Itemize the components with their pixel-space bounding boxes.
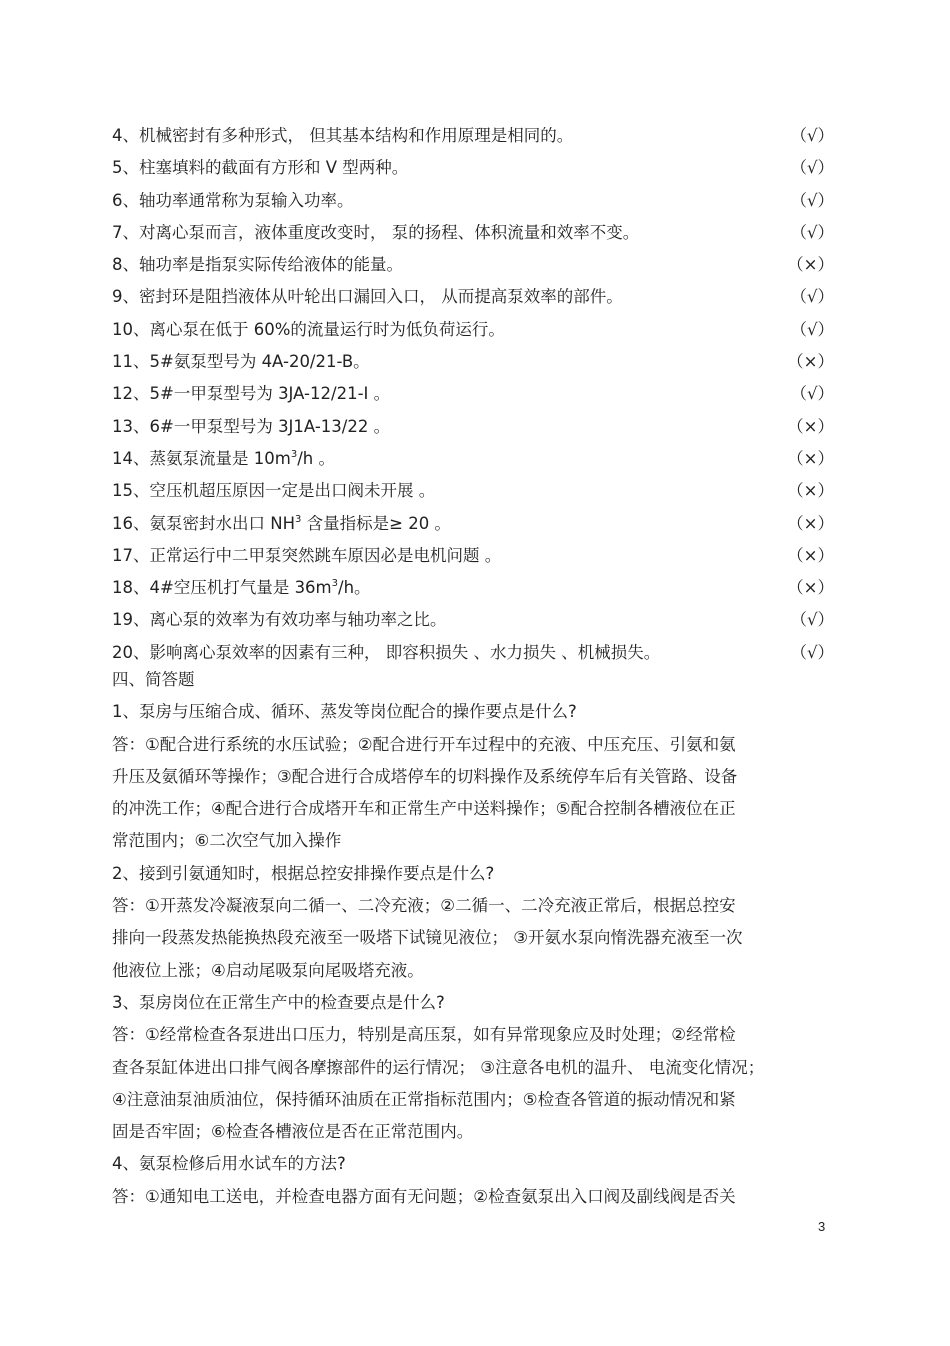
tf-item: [112, 249, 838, 281]
tf-item: [112, 120, 838, 152]
tf-item: [112, 346, 838, 378]
tf-answer-mark: （√）: [790, 319, 834, 339]
tf-statement: 6、轴功率通常称为泵输入功率。: [112, 190, 354, 210]
answer-line: 答：①通知电工送电，并检查电器方面有无问题；②检查氨泵出入口阀及副线阀是否关: [112, 1186, 736, 1206]
tf-statement: 19、离心泵的效率为有效功率与轴功率之比。: [112, 610, 447, 630]
tf-statement: [112, 572, 371, 604]
tf-item: [112, 604, 838, 636]
tf-answer-mark: （×）: [787, 545, 834, 565]
question-text: 4、氨泵检修后用水试车的方法?: [112, 1154, 346, 1174]
answer-line: 他液位上涨；④启动尾吸泵向尾吸塔充液。: [112, 960, 424, 980]
tf-item: [112, 411, 838, 443]
tf-statement: 10、离心泵在低于 60%的流量运行时为低负荷运行。: [112, 319, 505, 339]
tf-answer-mark: （×）: [787, 481, 834, 501]
tf-answer-mark: （√）: [790, 642, 834, 662]
answer-line: 排向一段蒸发热能换热段充液至一吸塔下试镜见液位； ③开氨水泵向惰洗器充液至一次: [112, 928, 743, 948]
tf-item: [112, 378, 838, 410]
tf-item: [112, 540, 838, 572]
tf-item: [112, 508, 838, 540]
tf-statement: 20、影响离心泵效率的因素有三种， 即容积损失 、水力损失 、机械损失。: [112, 642, 661, 662]
tf-item: [112, 314, 838, 346]
tf-answer-mark: （×）: [787, 513, 834, 533]
tf-item: [112, 475, 838, 507]
tf-item: [112, 572, 838, 604]
answer-line: 答：①配合进行系统的水压试验；②配合进行开车过程中的充液、中压充压、引氨和氨: [112, 734, 736, 754]
tf-answer-mark: （√）: [790, 610, 834, 630]
superscript: 3: [295, 513, 302, 525]
tf-statement: 13、6#一甲泵型号为 3J1A-13/22 。: [112, 416, 391, 436]
answer-line: 固是否牢固；⑥检查各槽液位是否在正常范围内。: [112, 1122, 474, 1142]
tf-answer-mark: （×）: [787, 352, 834, 372]
answer-line: 答：①开蒸发冷凝液泵向二循一、二冷充液；②二循一、二冷充液正常后，根据总控安: [112, 896, 736, 916]
question-text: 1、泵房与压缩合成、循环、蒸发等岗位配合的操作要点是什么?: [112, 702, 577, 722]
tf-answer-mark: （×）: [787, 578, 834, 598]
answer-line: 答：①经常检查各泵进出口压力，特别是高压泵，如有异常现象应及时处理；②经常检: [112, 1025, 736, 1045]
tf-statement: [112, 443, 335, 475]
tf-statement: 11、5#氨泵型号为 4A-20/21-B。: [112, 352, 370, 372]
answer-line: 常范围内；⑥二次空气加入操作: [112, 831, 342, 851]
tf-statement: 8、轴功率是指泵实际传给液体的能量。: [112, 255, 403, 275]
question-text: 3、泵房岗位在正常生产中的检查要点是什么?: [112, 992, 445, 1012]
tf-answer-mark: （×）: [787, 255, 834, 275]
tf-statement-part: /h 。: [297, 448, 335, 468]
superscript: 3: [290, 448, 298, 460]
tf-statement: [112, 508, 451, 540]
tf-statement: 15、空压机超压原因一定是出口阀未开展 。: [112, 481, 436, 501]
tf-statement: 17、正常运行中二甲泵突然跳车原因必是电机问题 。: [112, 545, 502, 565]
tf-item: [112, 185, 838, 217]
superscript: 3: [331, 578, 339, 590]
tf-statement: 5、柱塞填料的截面有方形和 V 型两种。: [112, 158, 409, 178]
answer-line: 升压及氨循环等操作；③配合进行合成塔停车的切料操作及系统停车后有关管路、设备: [112, 766, 738, 786]
tf-answer-mark: （×）: [787, 416, 834, 436]
tf-statement: 7、对离心泵而言，液体重度改变时， 泵的扬程、体积流量和效率不变。: [112, 222, 640, 242]
answer-line: ④注意油泵油质油位，保持循环油质在正常指标范围内；⑤检查各管道的振动情况和紧: [112, 1089, 736, 1109]
tf-item: [112, 281, 838, 313]
page-number: 3: [818, 1219, 826, 1234]
short-answer-section: [112, 664, 842, 1213]
tf-answer-mark: （√）: [790, 222, 834, 242]
question-text: 2、接到引氨通知时，根据总控安排操作要点是什么?: [112, 863, 495, 883]
tf-answer-mark: （√）: [790, 158, 834, 178]
tf-statement-part: 含量指标是≥ 20 。: [301, 513, 451, 533]
tf-answer-mark: （√）: [790, 384, 834, 404]
tf-item: [112, 152, 838, 184]
tf-statement-part: 16、氨泵密封水出口 NH: [112, 513, 295, 533]
tf-statement-part: 18、4#空压机打气量是 36m: [112, 578, 332, 598]
tf-statement: 9、密封环是阻挡液体从叶轮出口漏回入口， 从而提高泵效率的部件。: [112, 287, 623, 307]
tf-answer-mark: （√）: [790, 126, 834, 145]
tf-statement-part: /h。: [338, 578, 371, 598]
tf-statement-part: 14、蒸氨泵流量是 10m: [112, 448, 291, 468]
section-title: 四、简答题: [112, 670, 195, 689]
true-false-list: [112, 120, 838, 669]
tf-item: [112, 217, 838, 249]
answer-line: 的冲洗工作；④配合进行合成塔开车和正常生产中送料操作；⑤配合控制各槽液位在正: [112, 799, 736, 819]
tf-item: [112, 443, 838, 475]
tf-statement: 4、机械密封有多种形式， 但其基本结构和作用原理是相同的。: [112, 126, 574, 145]
tf-answer-mark: （×）: [787, 448, 834, 468]
tf-answer-mark: （√）: [790, 190, 834, 210]
answer-line: 查各泵缸体进出口排气阀各摩擦部件的运行情况； ③注意各电机的温升、 电流变化情况；: [112, 1057, 765, 1077]
tf-statement: 12、5#一甲泵型号为 3JA-12/21-I 。: [112, 384, 391, 404]
tf-answer-mark: （√）: [790, 287, 834, 307]
